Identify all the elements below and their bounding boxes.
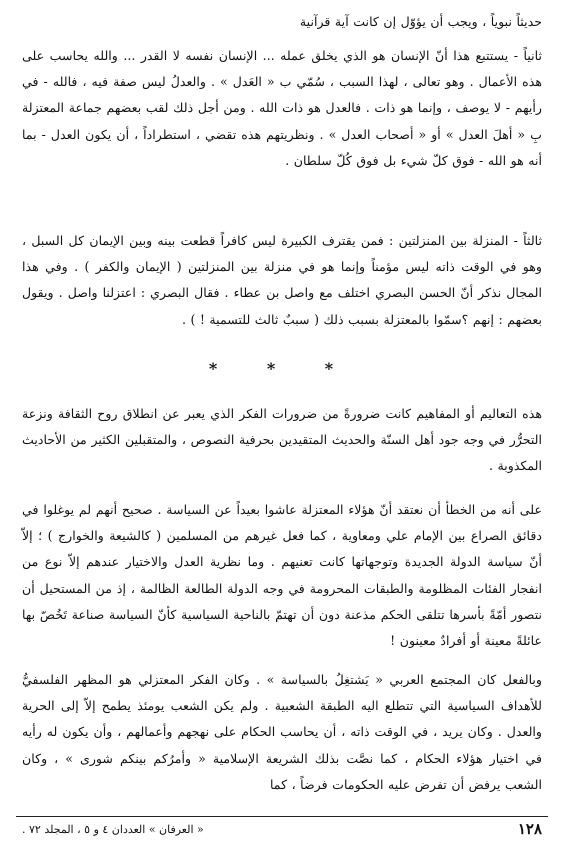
- footer-divider: [16, 816, 548, 817]
- section-separator: * * *: [208, 359, 356, 378]
- paragraph-second-point: ثانياً - يستتبع هذا أنّ الإنسان هو الذي يخلق عمله ... الإنسان نفسه لا القدر ... والله يحاسب على هذه الأعمال . وهو تعالى ، لهذا السبب ، سُمّي ب « العَدل » . والعدلُ ليس صفة فيه ، فالله - في رأيهم - لا يوصف ، وإنما هو ذات . فالعدل هو ذات الله . ومن أجل ذلك لقب بعضهم جماعة المعتزلة بِ « أهلَ العدل » أو « أصحاب العدل » . ونظريتهم هذه تقضي ، استطراداً ، أن يكون العدل - بما أنه هو الله - فوق كلّ شيء بل فوق كُلّ سلطان .: [22, 48, 542, 168]
- paragraph-arab-society: وبالفعل كان المجتمع العربي « يَشتغِلُ بالسياسة » . وكان الفكر المعتزلي هو المظهر الفلسفيُّ للأهداف السياسية التي تتطلع اليه الطبقة الشعبية . ولم يكن الشعب يومئذ يطمح إلاّ إلى الحرية والعدل . وكان يريد ، في الوقت ذاته ، أن يحاسب الحكام على نهجهم وأعمالهم ، وأن يكون له رأيه في اختيار هؤلاء الحكام ، كما نصَّت بذلك الشريعة الإسلامية « وأمرُكم بينكم شورى » ، وكان الشعب يرفض أن تفرض عليه الحكومات فرضاً ، كما: [22, 672, 542, 792]
- journal-info: « العرفان » العددان ٤ و ٥ ، المجلد ٧٢ .: [22, 823, 204, 836]
- paragraph-third-point: ثالثاً - المنزلة بين المنزلتين : فمن يقترف الكبيرة ليس كافراً قطعت بينه وبين الإيمان كل السبل ، وهو في الوقت ذاته ليس مؤمناً وإنما هو في منزلة بين المنزلتين ( الإيمان والكفر ) . وفي هذا المجال نذكر أنّ الحسن البصري اختلف مع واصل بن عطاء . فقال البصري : اعتزلنا واصل . ويقول بعضهم : إنهم ؟سمّوا بالمعتزلة بسبب ذلك ( سببٌ ثالث للتسمية ! ) .: [22, 233, 542, 327]
- paragraph-politics: على أنه من الخطأ أن نعتقد أنّ هؤلاء المعتزلة عاشوا بعيداً عن السياسة . صحيح أنهم لم يوغلوا في دقائق الصراع بين الإمام علي ومعاوية ، كما فعل غيرهم من المسلمين ( كالشيعة والخوارج ) ؛ إلاّ أنّ سياسة الدولة الجديدة وتوجهاتها كانت تعنيهم . وما نظرية العدل والاختيار عندهم إلاّ نوع من انفجار الفئات المظلومة والطبقات المحرومة في وجه الدولة الطالعة الظالمة ، إذ من المستحيل أن نتصور أمّةً بأسرها تتلقى الحكم مذعنة دون أن تهتمّ بالناحية السياسية كأنّ السياسة صناعة تَخُصّ بها عائلةً معينة أو أفرادٌ معينون !: [22, 502, 542, 649]
- paragraph-teachings: هذه التعاليم أو المفاهيم كانت ضرورةً من ضرورات الفكر الذي يعبر عن انطلاق روح الثقافة ونزعة التحرُّر في وجه جود أهل السنّة والحديث المتقيدين بحرفية النصوص ، والمتقبلين الكثير من الأحاديث المكذوبة .: [22, 406, 542, 474]
- page-number: ١٢٨: [517, 820, 542, 838]
- page-footer: [18, 820, 546, 842]
- paragraph-continuation: حديثاً نبوياً ، ويجب أن يؤوّل إن كانت آية قرآنية: [299, 14, 542, 29]
